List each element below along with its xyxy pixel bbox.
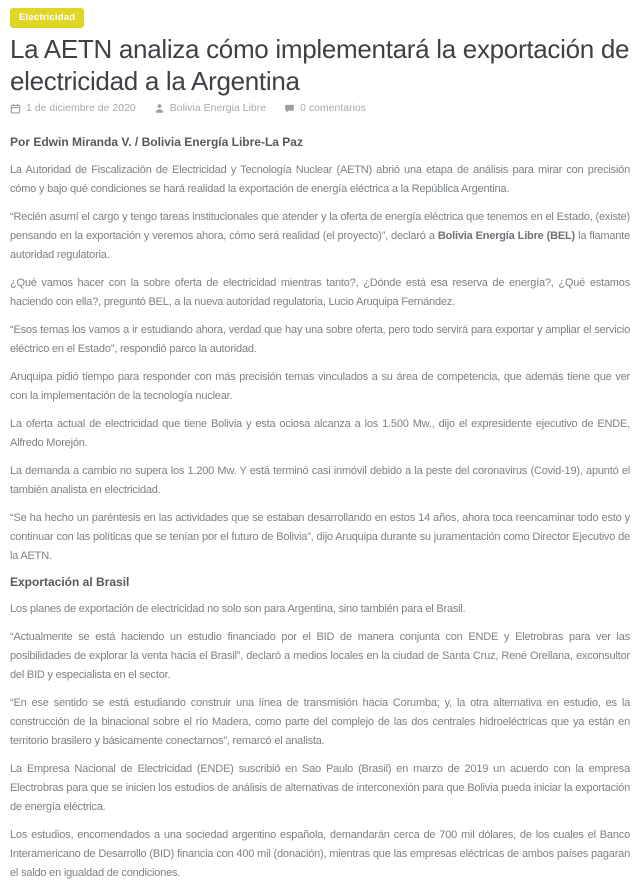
category-badge[interactable]: Electricidad	[10, 8, 84, 28]
paragraph-text: la flamante autoridad regulatoria.	[10, 230, 630, 262]
comment-icon	[284, 103, 295, 114]
article-byline: Por Edwin Miranda V. / Bolivia Energía Libre-La Paz	[10, 135, 303, 150]
comments-link[interactable]	[284, 102, 366, 114]
post-author-link[interactable]	[154, 102, 266, 114]
article-paragraph: Los estudios, encomendados a una sociedad argentino española, demandarán cerca de 700 mil dólares, de los cuales el Banco Interamericano de Desarrollo (BID) financia con 400 mil (donación), mientras que las empresas eléctricas de ambos países pagaran el saldo en igualdad de condiciones.	[10, 829, 630, 880]
article-paragraph: ¿Qué vamos hacer con la sobre oferta de electricidad mientras tanto?, ¿Dónde está esa reserva de energía?, ¿Qué estamos haciendo con ella?, preguntó BEL, a la nueva autoridad regulatoria, Lucio Aruquipa Fernández.	[10, 277, 630, 309]
post-date-label: 1 de diciembre de 2020	[26, 102, 136, 115]
comments-count-label: 0 comentarios	[300, 102, 367, 115]
post-author-label: Bolivia Energia Libre	[169, 102, 267, 115]
article-body	[10, 135, 630, 883]
article-paragraph: Aruquipa pidió tiempo para responder con más precisión temas vinculados a su área de competencia, que además tiene que ver con la implementación de la tecnología nuclear.	[10, 371, 630, 403]
publication-name-bold: Bolivia Energía Libre (BEL)	[437, 230, 576, 243]
calendar-icon	[10, 103, 21, 114]
article-paragraph: “En ese sentido se está estudiando construir una línea de transmisión hacia Corumba; y, la otra alternativa en estudio, es la construcción de la binacional sobre el río Madera, como parte del complejo de las dos centrales hidroeléctricas que ya están en territorio brasilero y básicamente conectarnos”, remarcó el analista.	[10, 697, 630, 748]
section-heading: Exportación al Brasil	[10, 575, 130, 590]
article-paragraph: Los planes de exportación de electricidad no solo son para Argentina, sino también para el Brasil.	[10, 603, 466, 616]
post-meta	[10, 102, 630, 114]
user-icon	[154, 103, 165, 114]
article-paragraph: La demanda a cambio no supera los 1.200 Mw. Y está terminó casi inmóvil debido a la peste del coronavirus (Covid-19), apuntó el también analista en electricidad.	[10, 465, 630, 497]
article-paragraph: “Se ha hecho un paréntesis en las actividades que se estaban desarrollando en estos 14 años, ahora toca reencaminar todo esto y continuar con las políticas que se tenían por el futuro de Bolivia”, dijo Aruquipa durante su juramentación como Director Ejecutivo de la AETN.	[10, 512, 630, 563]
post-date	[10, 102, 136, 114]
article-paragraph: La Autoridad de Fiscalización de Electricidad y Tecnología Nuclear (AETN) abrió una etapa de análisis para mirar con precisión cómo y bajo qué condiciones se hará realidad la exportación de energía eléctrica a la República Argentina.	[10, 164, 630, 196]
paragraph-text: “Recién asumí el cargo y tengo tareas institucionales que atender y la oferta de energía eléctrica que tenemos en el Estado, (existe) pensando en la exportación y veremos ahora, cómo será realidad (el proyecto)”, declaró a	[10, 211, 630, 243]
article-paragraph: “Actualmente se está haciendo un estudio financiado por el BID de manera conjunta con ENDE y Eletrobras para ver las posibilidades de explorar la venta hacia el Brasil”, declaró a medios locales en la ciudad de Santa Cruz, René Orellana, exconsultor del BID y especialista en el sector.	[10, 631, 630, 682]
article-paragraph: La oferta actual de electricidad que tiene Bolivia y esta ociosa alcanza a los 1.500 Mw., dijo el expresidente ejecutivo de ENDE, Alfredo Morejón.	[10, 418, 630, 450]
article-paragraph: La Empresa Nacional de Electricidad (ENDE) suscribió en Sao Paulo (Brasil) en marzo de 2019 un acuerdo con la empresa Electrobras para que se inicien los estudios de análisis de alternativas de interconexión para que Bolivia pueda iniciar la exportación de energía eléctrica.	[10, 763, 630, 814]
article-paragraph: “Esos temas los vamos a ir estudiando ahora, verdad que hay una sobre oferta, pero todo servirá para exportar y ampliar el servicio eléctrico en el Estado”, respondió parco la autoridad.	[10, 324, 630, 356]
article-paragraph	[10, 208, 630, 265]
page-title: La AETN analiza cómo implementará la exportación de electricidad a la Argentina	[10, 34, 630, 96]
